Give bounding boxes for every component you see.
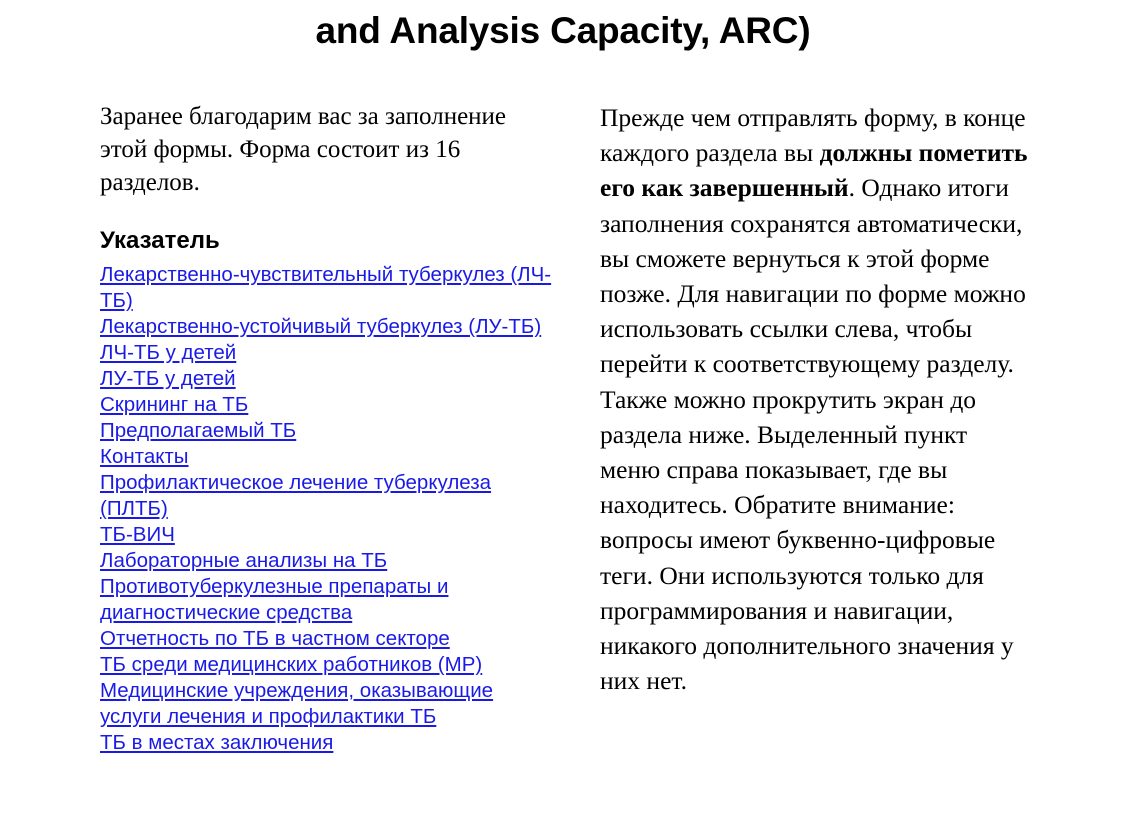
list-item <box>100 574 555 626</box>
index-link-contacts[interactable]: Контакты <box>100 445 189 468</box>
index-link-ds-tb-children[interactable]: ЛЧ-ТБ у детей <box>100 341 237 364</box>
index-link-tb-health-workers[interactable]: ТБ среди медицинских работников (МР) <box>100 653 483 676</box>
index-heading: Указатель <box>100 227 220 254</box>
index-list <box>100 262 555 756</box>
list-item <box>100 652 555 678</box>
list-item <box>100 340 555 366</box>
notice-part1: Прежде чем отправлять форму, в конце каждого раздела вы <box>600 103 1026 168</box>
index-link-tb-hiv[interactable]: ТБ-ВИЧ <box>100 523 175 546</box>
index-link-tb-drugs-diagnostics[interactable]: Противотуберкулезные препараты и диагностические средства <box>100 575 449 624</box>
list-item <box>100 730 555 756</box>
index-link-tb-screening[interactable]: Скрининг на ТБ <box>100 393 249 416</box>
notice-part2: . Однако итоги заполнения сохранятся автоматически, вы сможете вернуться к этой форме позже. Для навигации по форме можно использовать ссылки слева, чтобы перейти к соответствующему разделу. Также можно прокрутить экран до раздела ниже. Выделенный пункт меню справа показывает, где вы находитесь. Обратите внимание: вопросы имеют буквенно-цифровые теги. Они используются только для программирования и навигации, никакого дополнительного значения у них нет. <box>600 173 1026 696</box>
list-item <box>100 678 555 730</box>
index-link-presumptive-tb[interactable]: Предполагаемый ТБ <box>100 419 297 442</box>
intro-paragraph: Заранее благодарим вас за заполнение этой формы. Форма состоит из 16 разделов. <box>100 103 507 196</box>
list-item <box>100 262 555 314</box>
notice-bold: должны пометить его как завершенный <box>600 138 1028 203</box>
list-item <box>100 314 555 340</box>
index-link-ds-tb[interactable]: Лекарственно-чувствительный туберкулез (ЛЧ-ТБ) <box>100 263 552 312</box>
notice-paragraph <box>600 100 1030 698</box>
list-item <box>100 522 555 548</box>
list-item <box>100 548 555 574</box>
left-column <box>100 100 555 756</box>
list-item <box>100 626 555 652</box>
index-link-tb-facilities[interactable]: Медицинские учреждения, оказывающие услуги лечения и профилактики ТБ <box>100 679 494 728</box>
list-item <box>100 444 555 470</box>
right-column <box>600 100 1030 698</box>
index-link-dr-tb[interactable]: Лекарственно-устойчивый туберкулез (ЛУ-ТБ) <box>100 315 542 338</box>
index-link-tb-prisons[interactable]: ТБ в местах заключения <box>100 731 334 754</box>
page-title: and Analysis Capacity, ARC) <box>315 10 811 51</box>
list-item <box>100 392 555 418</box>
index-link-private-sector-reporting[interactable]: Отчетность по ТБ в частном секторе <box>100 627 450 650</box>
index-link-dr-tb-children[interactable]: ЛУ-ТБ у детей <box>100 367 236 390</box>
list-item <box>100 418 555 444</box>
index-link-tb-lab-tests[interactable]: Лабораторные анализы на ТБ <box>100 549 388 572</box>
list-item <box>100 470 555 522</box>
list-item <box>100 366 555 392</box>
index-link-tpt[interactable]: Профилактическое лечение туберкулеза (ПЛТБ) <box>100 471 492 520</box>
